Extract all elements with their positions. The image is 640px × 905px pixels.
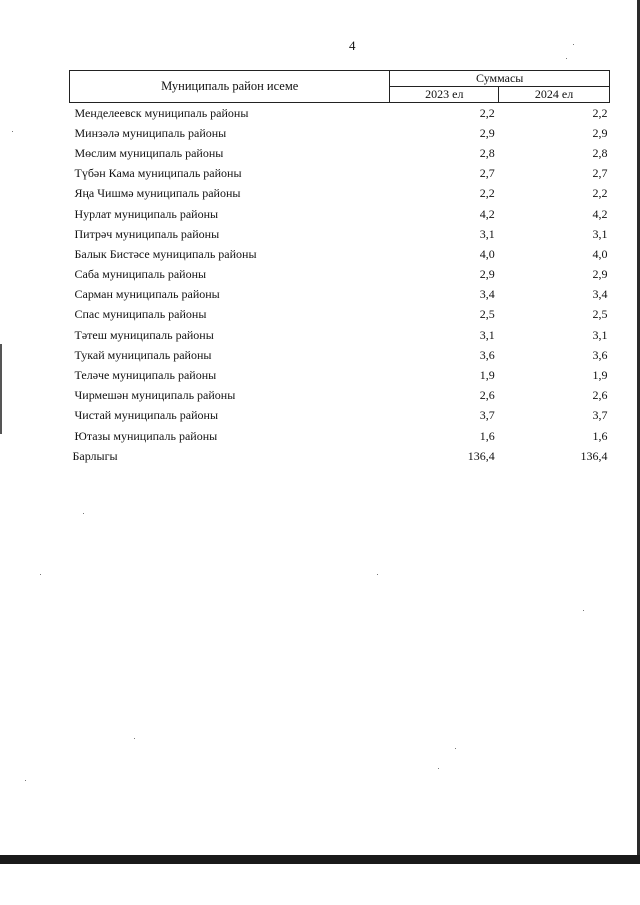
page-number: 4: [349, 38, 356, 53]
district-name: Тукай муниципаль районы: [74, 347, 212, 362]
value-2024: 4,0: [592, 246, 608, 261]
district-name: Чирмешән муниципаль районы: [74, 388, 236, 403]
value-2023: 2,2: [479, 186, 495, 201]
scan-speck: [377, 574, 378, 575]
district-name: Түбән Кама муниципаль районы: [74, 166, 242, 181]
scan-speck: [573, 44, 574, 45]
value-2024: 3,7: [592, 408, 608, 423]
value-2023: 1,9: [479, 368, 495, 383]
scan-speck: [134, 738, 135, 739]
value-2023: 2,8: [479, 145, 495, 160]
scan-speck: [455, 748, 456, 749]
district-name: Саба муниципаль районы: [74, 267, 207, 282]
table-row: [70, 184, 610, 204]
value-2024: 4,2: [592, 206, 608, 221]
table-row: [70, 265, 610, 285]
district-name: Чистай муниципаль районы: [74, 408, 219, 423]
total-2023: 136,4: [467, 448, 495, 463]
value-2023: 3,6: [479, 347, 495, 362]
district-name-header: Муниципаль район исеме: [70, 71, 390, 103]
table-row: [70, 244, 610, 264]
year-2023-header: 2023 ел: [390, 87, 499, 103]
district-name: Ютазы муниципаль районы: [74, 428, 218, 443]
value-2023: 4,2: [479, 206, 495, 221]
district-amounts-table: [69, 70, 610, 466]
scan-speck: [438, 768, 439, 769]
value-2024: 1,6: [592, 428, 608, 443]
table-row: [70, 305, 610, 325]
scan-speck: [25, 780, 26, 781]
district-name: Сарман муниципаль районы: [74, 287, 220, 302]
value-2024: 2,7: [592, 166, 608, 181]
district-name: Спас муниципаль районы: [74, 307, 207, 322]
district-name: Тәтеш муниципаль районы: [74, 327, 214, 342]
table-row: [70, 285, 610, 305]
table-row: [70, 143, 610, 163]
value-2024: 3,1: [592, 226, 608, 241]
table-header-row: [70, 71, 610, 87]
scan-mark-left: [0, 344, 2, 434]
scan-speck: [566, 58, 567, 59]
district-name: Минзәлә муниципаль районы: [74, 125, 227, 140]
table-row: [70, 325, 610, 345]
value-2023: 2,7: [479, 166, 495, 181]
scan-speck: [583, 610, 584, 611]
scan-edge-bottom: [0, 855, 640, 864]
value-2023: 1,6: [479, 428, 495, 443]
value-2024: 1,9: [592, 368, 608, 383]
value-2024: 2,5: [592, 307, 608, 322]
value-2023: 3,4: [479, 287, 495, 302]
scan-speck: [83, 513, 84, 514]
table-row: [70, 103, 610, 124]
value-2023: 3,7: [479, 408, 495, 423]
year-2024-header: 2024 ел: [499, 87, 610, 103]
table-row: [70, 406, 610, 426]
district-name: Яңа Чишмә муниципаль районы: [74, 186, 241, 201]
table-row: [70, 345, 610, 365]
total-row: [70, 446, 610, 466]
value-2024: 3,6: [592, 347, 608, 362]
value-2023: 3,1: [479, 226, 495, 241]
value-2024: 2,9: [592, 267, 608, 282]
value-2024: 3,1: [592, 327, 608, 342]
value-2024: 2,8: [592, 145, 608, 160]
value-2024: 2,6: [592, 388, 608, 403]
table-row: [70, 365, 610, 385]
district-name: Мөслим муниципаль районы: [74, 145, 224, 160]
district-name: Менделеевск муниципаль районы: [74, 105, 249, 120]
total-2024: 136,4: [580, 448, 608, 463]
total-label: Барлыгы: [72, 448, 118, 463]
value-2023: 2,9: [479, 267, 495, 282]
value-2024: 3,4: [592, 287, 608, 302]
value-2023: 2,5: [479, 307, 495, 322]
district-name: Нурлат муниципаль районы: [74, 206, 219, 221]
value-2023: 4,0: [479, 246, 495, 261]
table-row: [70, 123, 610, 143]
value-2024: 2,2: [592, 105, 608, 120]
value-2023: 2,2: [479, 105, 495, 120]
value-2023: 2,9: [479, 125, 495, 140]
value-2023: 2,6: [479, 388, 495, 403]
value-2023: 3,1: [479, 327, 495, 342]
value-2024: 2,2: [592, 186, 608, 201]
district-name: Питрәч муниципаль районы: [74, 226, 220, 241]
value-2024: 2,9: [592, 125, 608, 140]
scan-speck: [40, 574, 41, 575]
amount-group-header: Суммасы: [390, 71, 610, 87]
district-name: Теләче муниципаль районы: [74, 368, 217, 383]
table-row: [70, 204, 610, 224]
table-row: [70, 164, 610, 184]
table-row: [70, 426, 610, 446]
table-row: [70, 386, 610, 406]
scan-speck: [12, 131, 13, 132]
table-row: [70, 224, 610, 244]
district-name: Балык Бистәсе муниципаль районы: [74, 246, 257, 261]
